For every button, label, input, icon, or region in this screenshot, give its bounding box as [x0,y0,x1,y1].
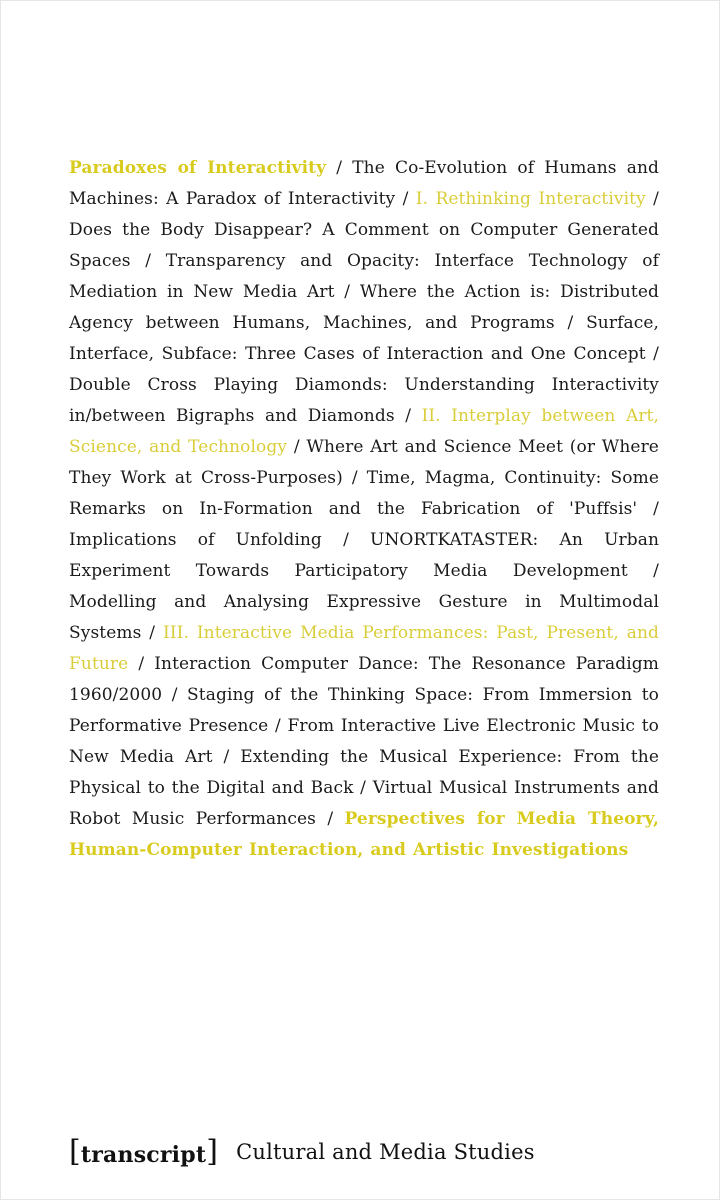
toc-book-title: Paradoxes of Interactivity [69,158,327,178]
toc-chapter: Modelling and Analysing Expressive Gesture in Multimodal Systems [69,592,659,643]
logo-bracket-right: ] [206,1133,219,1169]
toc-part-heading: I. Rethinking Interactivity [415,189,646,209]
toc-separator: / [567,313,574,333]
toc-chapter: Extending the Musical Experience: From the Physical to the Digital and Back [69,747,659,798]
toc-chapter: Implications of Unfolding [69,530,322,550]
table-of-contents [69,153,659,866]
toc-chapter: Interaction Computer Dance: The Resonance Paradigm 1960/2000 [69,654,659,705]
toc-separator: / [653,499,659,519]
toc-chapter: Time, Magma, Continuity: Some Remarks on In-Formation and the Fabrication of 'Puffsis' [69,468,659,519]
toc-separator: / [145,251,152,271]
toc-separator: / [171,685,178,705]
toc-chapter: Surface, Interface, Subface: Three Cases of Interaction and One Concept [69,313,659,364]
publisher-name: transcript [80,1141,207,1168]
toc-separator: / [351,468,358,488]
toc-chapter: Transparency and Opacity: Interface Technology of Mediation in New Media Art [69,251,659,302]
toc-separator: / [336,158,343,178]
logo-bracket-left: [ [69,1133,81,1169]
toc-chapter: Staging of the Thinking Space: From Immersion to Performative Presence [69,685,659,736]
toc-separator: / [405,406,412,426]
toc-separator: / [344,282,351,302]
toc-separator: / [653,561,659,581]
toc-chapter: The Co-Evolution of Humans and Machines: A Paradox of Interactivity [69,158,659,209]
toc-separator: / [343,530,349,550]
toc-chapter: UNORTKATASTER: An Urban Experiment Towards Participatory Media Development [69,530,659,581]
series-title: Cultural and Media Studies [236,1140,535,1164]
toc-separator: / [149,623,156,643]
toc-separator: / [360,778,366,798]
toc-chapter: Virtual Musical Instruments and Robot Music Performances [69,778,659,829]
toc-chapter: Does the Body Disappear? A Comment on Computer Generated Spaces [69,220,659,271]
toc-part-heading: III. Interactive Media Performances: Past, Present, and Future [69,623,659,674]
toc-chapter: Where the Action is: Distributed Agency between Humans, Machines, and Programs [69,282,659,333]
toc-separator: / [223,747,230,767]
toc-chapter: Where Art and Science Meet (or Where They Work at Cross-Purposes) [69,437,659,488]
publisher-footer [69,1127,535,1177]
publisher-logo [69,1135,218,1170]
toc-part-heading: Perspectives for Media Theory, Human-Computer Interaction, and Artistic Investigations [69,809,659,860]
toc-separator: / [293,437,300,457]
toc-separator: / [327,809,334,829]
toc-separator: / [653,344,659,364]
toc-separator: / [138,654,145,674]
toc-chapter: From Interactive Live Electronic Music to New Media Art [69,716,659,767]
toc-separator: / [402,189,409,209]
toc-chapter: Double Cross Playing Diamonds: Understanding Interactivity in/between Bigraphs and Diamonds [69,375,659,426]
toc-separator: / [653,189,659,209]
toc-part-heading: II. Interplay between Art, Science, and Technology [69,406,659,457]
toc-separator: / [274,716,281,736]
